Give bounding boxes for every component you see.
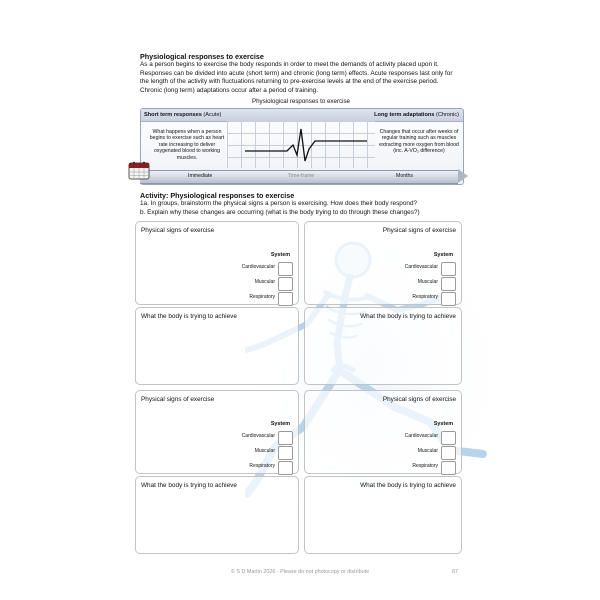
- calendar-icon: [128, 160, 150, 180]
- copyright-footer: © S D Martin 2026 - Please do not photocopy or distribute: [230, 569, 370, 575]
- activity-heading: Activity: Physiological responses to exercise: [140, 191, 295, 200]
- short-term-label: Short term responses (Acute): [144, 111, 222, 118]
- respiratory-checkbox[interactable]: [441, 292, 456, 306]
- muscular-checkbox[interactable]: [441, 277, 456, 291]
- muscular-checkbox[interactable]: [278, 446, 293, 460]
- page-number: 87: [452, 569, 458, 575]
- muscular-checkbox[interactable]: [441, 446, 456, 460]
- signs-box-4[interactable]: [304, 390, 462, 474]
- system-label: Muscular: [417, 448, 438, 454]
- achieve-box-label: What the body is trying to achieve: [141, 482, 237, 489]
- system-heading: System: [270, 421, 290, 427]
- signs-box-3[interactable]: [135, 390, 299, 474]
- system-label: Respiratory: [412, 294, 438, 300]
- system-heading: System: [433, 252, 453, 258]
- timeline-months: Months: [396, 172, 414, 179]
- system-label: Cardiovascular: [241, 433, 275, 439]
- cardiovascular-checkbox[interactable]: [278, 262, 293, 276]
- signs-box-label: Physical signs of exercise: [141, 227, 215, 234]
- long-term-label: Long term adaptations (Chronic): [374, 111, 459, 118]
- acute-description: What happens when a person begins to exercise such as heart rate increasing to deliver oxygenated blood to working muscles.: [149, 129, 225, 161]
- achieve-box-label: What the body is trying to achieve: [141, 313, 237, 320]
- question-1a: 1a. In groups, brainstorm the physical signs a person is exercising. How does their body respond?: [140, 200, 418, 207]
- respiratory-checkbox[interactable]: [441, 461, 456, 475]
- cardiovascular-checkbox[interactable]: [278, 431, 293, 445]
- achieve-box-label: What the body is trying to achieve: [360, 313, 456, 320]
- system-heading: System: [270, 252, 290, 258]
- system-label: Respiratory: [249, 294, 275, 300]
- section-heading: Physiological responses to exercise: [140, 52, 264, 61]
- question-1b: b. Explain why these changes are occurring (what is the body trying to do through these changes?): [140, 209, 420, 216]
- system-label: Respiratory: [412, 463, 438, 469]
- achieve-box-2[interactable]: [304, 307, 462, 385]
- cardiovascular-checkbox[interactable]: [441, 262, 456, 276]
- achieve-box-1[interactable]: [135, 307, 299, 385]
- arrow-head-icon: [458, 169, 468, 183]
- intro-paragraph: As a person begins to exercise the body responds in order to meet the demands of activity placed upon it. Responses can be divided into acute (short term) and chronic (long term) effects. Acute responses last only for the length of the activity with fluctuations returning to pre-exercise levels at the end of the exercise period. Chronic (long term) adaptations occur after a period of training.: [140, 61, 453, 94]
- system-label: Cardiovascular: [404, 433, 438, 439]
- signs-box-2[interactable]: [304, 221, 462, 305]
- heartbeat-trace-icon: [227, 121, 375, 168]
- signs-box-label: Physical signs of exercise: [382, 396, 456, 403]
- system-heading: System: [433, 421, 453, 427]
- system-label: Cardiovascular: [404, 264, 438, 270]
- respiratory-checkbox[interactable]: [278, 461, 293, 475]
- system-label: Muscular: [417, 279, 438, 285]
- timeline-immediate: Immediate: [188, 172, 213, 179]
- timeframe-arrow: [140, 170, 468, 182]
- achieve-box-3[interactable]: [135, 476, 299, 554]
- chronic-description: Changes that occur after weeks of regular training such as muscles extracting more oxygen from blood (inc. A-VO₂ difference): [379, 129, 459, 155]
- cardiovascular-checkbox[interactable]: [441, 431, 456, 445]
- system-label: Muscular: [254, 279, 275, 285]
- achieve-box-label: What the body is trying to achieve: [360, 482, 456, 489]
- signs-box-label: Physical signs of exercise: [141, 396, 215, 403]
- timeline-timeframe: Time-frame: [288, 172, 315, 179]
- system-label: Cardiovascular: [241, 264, 275, 270]
- diagram-title: Physiological responses to exercise: [251, 98, 351, 105]
- muscular-checkbox[interactable]: [278, 277, 293, 291]
- system-label: Muscular: [254, 448, 275, 454]
- respiratory-checkbox[interactable]: [278, 292, 293, 306]
- system-label: Respiratory: [249, 463, 275, 469]
- achieve-box-4[interactable]: [304, 476, 462, 554]
- signs-box-label: Physical signs of exercise: [382, 227, 456, 234]
- signs-box-1[interactable]: [135, 221, 299, 305]
